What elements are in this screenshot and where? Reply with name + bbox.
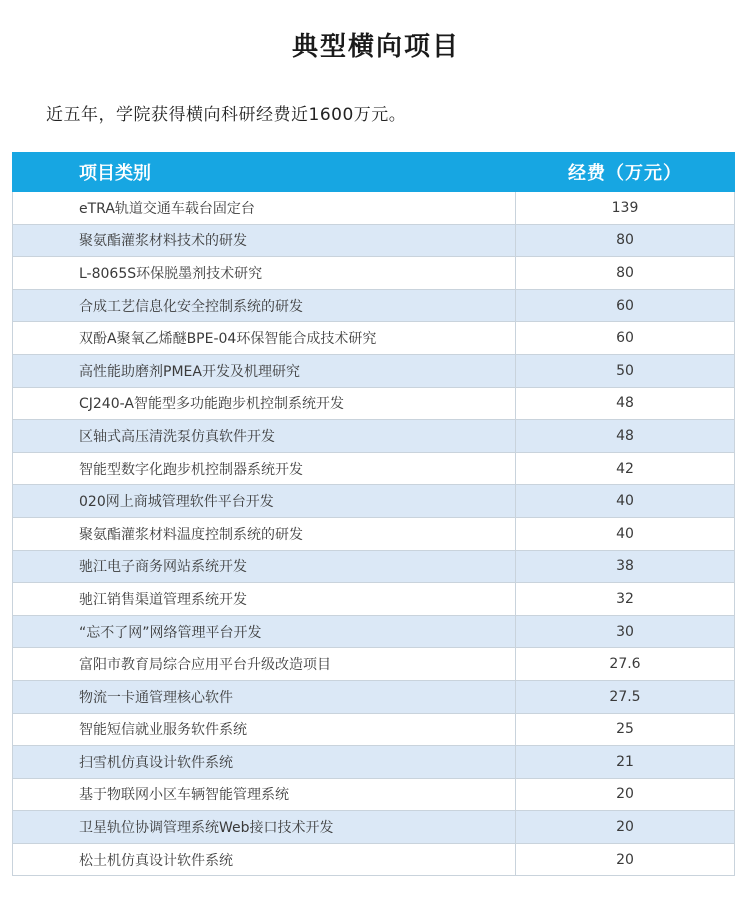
table-row [13, 811, 735, 844]
table-row [13, 778, 735, 811]
project-name: 区轴式高压清洗泵仿真软件开发 [13, 420, 516, 453]
project-funding: 40 [516, 485, 735, 518]
project-name: 020网上商城管理软件平台开发 [13, 485, 516, 518]
project-name: 智能短信就业服务软件系统 [13, 713, 516, 746]
project-funding: 80 [516, 224, 735, 257]
project-name: 双酚A聚氧乙烯醚BPE-04环保智能合成技术研究 [13, 322, 516, 355]
project-funding: 139 [516, 192, 735, 225]
project-name: eTRA轨道交通车载台固定台 [13, 192, 516, 225]
table-row [13, 485, 735, 518]
project-funding: 50 [516, 354, 735, 387]
table-row [13, 354, 735, 387]
project-name: 驰江电子商务网站系统开发 [13, 550, 516, 583]
table-row [13, 746, 735, 779]
table-row [13, 420, 735, 453]
table-row [13, 648, 735, 681]
table-row [13, 517, 735, 550]
project-funding: 20 [516, 843, 735, 876]
project-funding: 20 [516, 811, 735, 844]
project-name: 基于物联网小区车辆智能管理系统 [13, 778, 516, 811]
project-name: 卫星轨位协调管理系统Web接口技术开发 [13, 811, 516, 844]
project-funding: 60 [516, 289, 735, 322]
project-name: 高性能助磨剂PMEA开发及机理研究 [13, 354, 516, 387]
project-funding: 32 [516, 583, 735, 616]
table-row [13, 289, 735, 322]
project-funding: 42 [516, 452, 735, 485]
project-name: 扫雪机仿真设计软件系统 [13, 746, 516, 779]
project-funding: 40 [516, 517, 735, 550]
table-row [13, 713, 735, 746]
project-funding: 27.6 [516, 648, 735, 681]
page-title: 典型横向项目 [291, 32, 460, 62]
intro-text: 近五年，学院获得横向科研经费近1600万元。 [46, 105, 407, 125]
table-row [13, 583, 735, 616]
table-row [13, 387, 735, 420]
table-row [13, 680, 735, 713]
table-row [13, 322, 735, 355]
project-name: 合成工艺信息化安全控制系统的研发 [13, 289, 516, 322]
project-funding: 80 [516, 257, 735, 290]
project-name: CJ240-A智能型多功能跑步机控制系统开发 [13, 387, 516, 420]
project-name: 驰江销售渠道管理系统开发 [13, 583, 516, 616]
project-funding: 48 [516, 387, 735, 420]
project-name: 松土机仿真设计软件系统 [13, 843, 516, 876]
projects-table [12, 152, 735, 876]
table-row [13, 843, 735, 876]
project-name: 聚氨酯灌浆材料温度控制系统的研发 [13, 517, 516, 550]
project-funding: 20 [516, 778, 735, 811]
table-row [13, 257, 735, 290]
project-funding: 48 [516, 420, 735, 453]
project-funding: 60 [516, 322, 735, 355]
header-project-category: 项目类别 [13, 153, 516, 192]
project-funding: 27.5 [516, 680, 735, 713]
table-row [13, 224, 735, 257]
table-row [13, 452, 735, 485]
table-row [13, 615, 735, 648]
table-row [13, 550, 735, 583]
project-funding: 25 [516, 713, 735, 746]
header-funding: 经费（万元） [516, 153, 735, 192]
project-name: L-8065S环保脱墨剂技术研究 [13, 257, 516, 290]
project-name: 智能型数字化跑步机控制器系统开发 [13, 452, 516, 485]
table-header-row [13, 153, 735, 192]
project-funding: 30 [516, 615, 735, 648]
table-row [13, 192, 735, 225]
project-name: 聚氨酯灌浆材料技术的研发 [13, 224, 516, 257]
project-funding: 38 [516, 550, 735, 583]
project-name: 物流一卡通管理核心软件 [13, 680, 516, 713]
project-name: “忘不了网”网络管理平台开发 [13, 615, 516, 648]
project-name: 富阳市教育局综合应用平台升级改造项目 [13, 648, 516, 681]
project-funding: 21 [516, 746, 735, 779]
